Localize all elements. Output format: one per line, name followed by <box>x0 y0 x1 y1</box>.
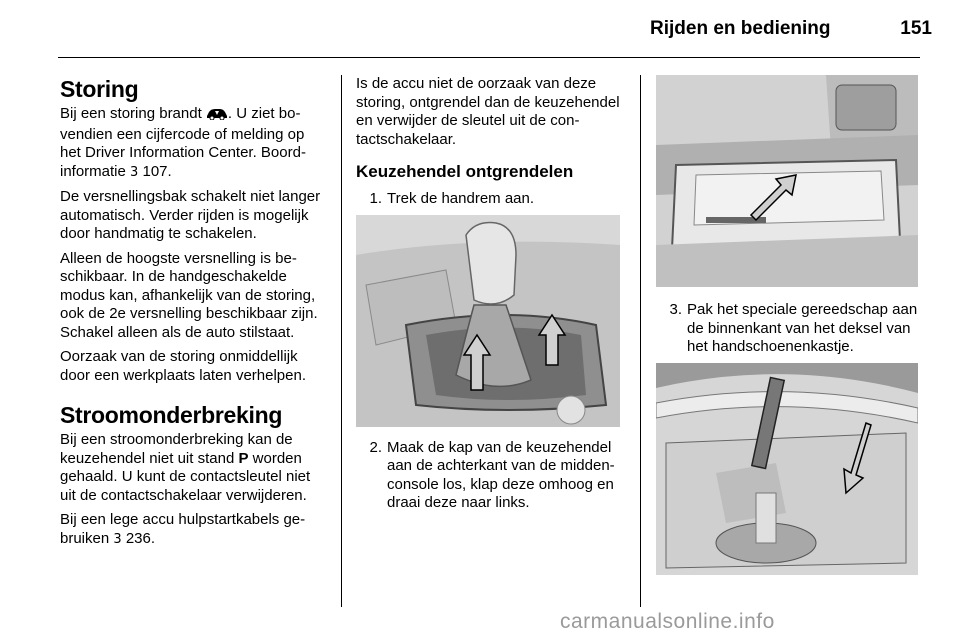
text-run: Bij een lege accu hulpstartkabels gebruiken <box>60 511 306 547</box>
step-number: 1. <box>369 190 382 207</box>
text-run: worden gehaald. U kunt de contactsleutel niet uit de contactschakelaar verwijderen. <box>60 449 311 504</box>
page-reference[interactable]: 107. <box>142 162 172 180</box>
page-header-title: Rijden en bediening <box>650 18 831 39</box>
page-reference-arrow-icon: 3 <box>130 164 139 180</box>
page-reference-arrow-icon: 3 <box>113 531 122 547</box>
column-2 <box>356 75 626 513</box>
subheading-keuzehendel: Keuzehendel ontgrendelen <box>356 162 574 181</box>
paragraph-storing-1 <box>60 105 326 182</box>
paragraph-stroom-2 <box>60 511 326 549</box>
gear-position-p: P <box>238 449 249 467</box>
step-1 <box>356 190 626 209</box>
column-1 <box>60 75 326 555</box>
car-wrench-icon <box>206 107 228 126</box>
paragraph-intro: Is de accu niet de oorzaak van deze storing, ontgrendel dan de keuzehendel en verwijder de sleutel uit de contactschakelaar. <box>356 75 620 148</box>
page-number: 151 <box>900 18 932 39</box>
column-3 <box>656 75 924 575</box>
step-text: Trek de handrem aan. <box>387 190 535 207</box>
text-run: Bij een stroomonderbreking kan de keuzehendel niet uit stand <box>60 431 293 467</box>
step-2 <box>356 439 626 513</box>
paragraph-stroom-1 <box>60 431 326 505</box>
page-reference[interactable]: 236. <box>125 529 156 547</box>
step-text: Pak het speciale gereedschap aan de binnenkant van het deksel van het handschoenenkastje. <box>687 301 918 355</box>
text-run: Bij een storing brandt <box>60 105 206 122</box>
step-text: Maak de kap van de keuzehendel aan de achterkant van de middenconsole los, klap deze omhoog en draai deze naar links. <box>387 438 615 511</box>
figure-gear-lever <box>356 215 620 427</box>
header-rule <box>58 57 920 58</box>
step-number: 2. <box>369 438 382 456</box>
step-3 <box>656 301 924 357</box>
column-divider-1 <box>341 75 342 607</box>
figure-glovebox-lid <box>656 75 918 287</box>
step-number: 3. <box>669 301 682 318</box>
text-run: . U ziet bovendien een cijfercode of melding op het Driver Information Center. Boordinformatie <box>60 105 306 180</box>
section-heading-storing: Storing <box>60 76 139 102</box>
spacer <box>60 391 326 401</box>
paragraph-storing-3: Alleen de hoogste versnelling is beschikbaar. In de handgeschakelde modus kan, afhankelijk van de storing, ook de 2e versnelling beschikbaar zijn. Schakel alleen als de auto stilstaat. <box>60 249 318 341</box>
paragraph-storing-2: De versnellingsbak schakelt niet langer automatisch. Verder rijden is mogelijk door handmatig te schakelen. <box>60 188 321 242</box>
section-heading-stroomonderbreking: Stroomonderbreking <box>60 402 283 428</box>
paragraph-storing-4: Oorzaak van de storing onmiddellijk door een werkplaats laten verhelpen. <box>60 348 306 384</box>
watermark: carmanualsonline.info <box>560 610 775 633</box>
figure-special-tool <box>656 363 918 575</box>
column-divider-2 <box>640 75 641 607</box>
